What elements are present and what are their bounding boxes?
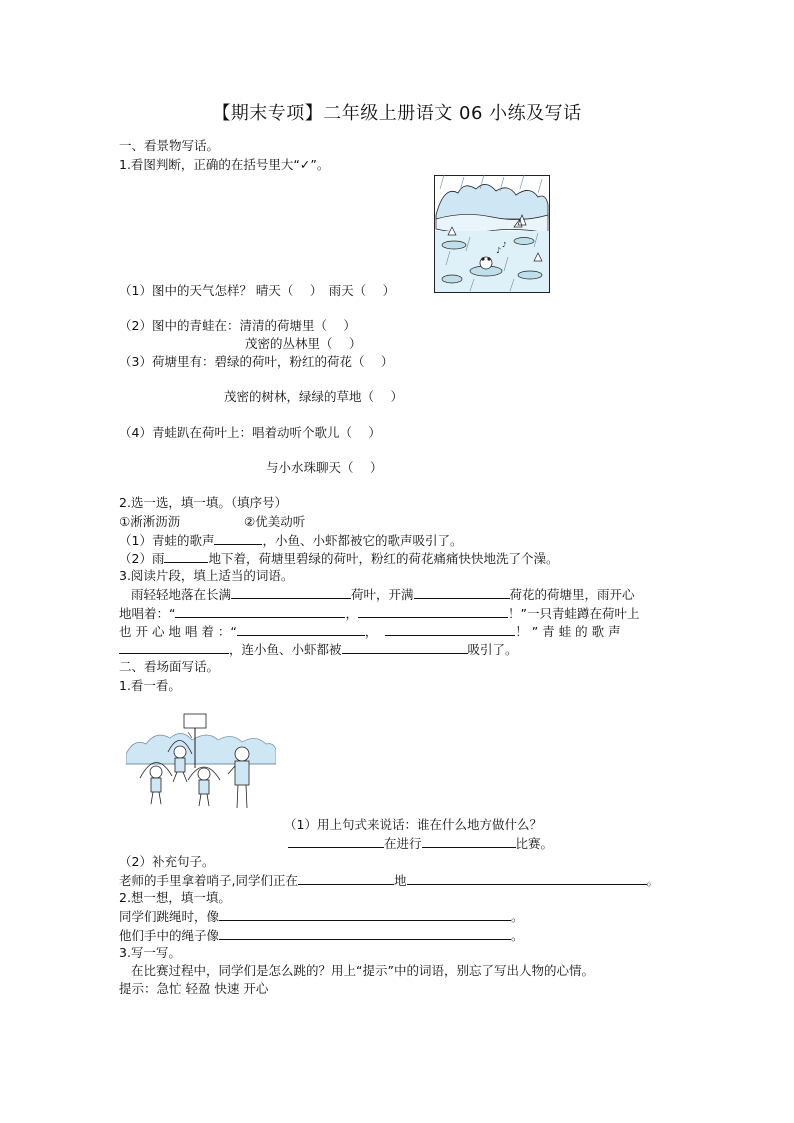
p2-q2-blank-2[interactable] xyxy=(219,927,511,940)
page-title: 【期末专项】二年级上册语文 06 小练及写话 xyxy=(212,103,582,124)
jump-rope-picture xyxy=(126,708,276,818)
q3-line-1 xyxy=(131,586,635,603)
p2-q2-blank-1[interactable] xyxy=(219,908,511,921)
q3-l2-a: 地唱着：“ xyxy=(119,606,176,621)
q3-l1-c: 荷花的荷塘里，雨开心 xyxy=(509,587,635,602)
q2-s2-part-b: 地下着，荷塘里碧绿的荷叶，粉红的荷花痛痛快快地洗了个澡。 xyxy=(208,551,559,566)
question-2-intro: 2.选一选，填一填。（填序号） xyxy=(119,495,288,510)
p2-q2-s1-text: 同学们跳绳时，像 xyxy=(119,909,220,924)
p2-q1-s2: （2）补充句子。 xyxy=(119,854,215,869)
q2-option-1: ①淅淅沥沥 xyxy=(119,514,181,529)
q2-s1-part-a: （1）青蛙的歌声 xyxy=(119,533,215,548)
p2-q2-s2-text: 他们手中的绳子像 xyxy=(119,928,220,943)
q2-sentence-2 xyxy=(119,550,558,567)
q3-blank-4[interactable] xyxy=(358,605,508,618)
q3-l4-a: ，连小鱼、小虾都被 xyxy=(229,642,342,657)
q3-line-2 xyxy=(119,605,639,622)
q3-blank-2[interactable] xyxy=(414,586,510,599)
p2-q3-prompt: 在比赛过程中，同学们是怎么跳的？用上“提示”中的词语，别忘了写出人物的心情。 xyxy=(131,963,594,978)
q1-item-1: （1）图中的天气怎样？ 晴天（ ） 雨天（ ） xyxy=(119,283,396,298)
q3-blank-7[interactable] xyxy=(119,641,229,654)
q1-item-2-option-b: 茂密的丛林里（ ） xyxy=(245,336,362,351)
q2-sentence-1 xyxy=(119,532,462,549)
p2-question-1-intro: 1.看一看。 xyxy=(119,678,181,693)
q3-blank-8[interactable] xyxy=(342,641,468,654)
p2-q1-mid: 在进行 xyxy=(384,836,422,851)
q3-l4-b: 吸引了。 xyxy=(467,642,518,657)
p2-q2-s2 xyxy=(119,927,524,944)
q3-l3-a: 也 开 心 地 唱 着 ：“ xyxy=(119,624,237,639)
question-3-intro: 3.阅读片段，填上适当的词语。 xyxy=(119,568,294,583)
p2-q1-s1: （1）用上句式来说话：谁在什么地方做什么？ xyxy=(284,817,542,832)
q3-blank-6[interactable] xyxy=(385,623,515,636)
p2-q1-s2-blank-2[interactable] xyxy=(407,872,647,885)
svg-text:♪: ♪ xyxy=(502,241,507,249)
question-1-intro: 1.看图判断，正确的在括号里大“✓”。 xyxy=(119,157,330,172)
q3-line-4 xyxy=(119,641,518,658)
section-heading-2: 二、看场面写话。 xyxy=(119,659,220,674)
p2-q1-blank-who[interactable] xyxy=(288,835,384,848)
q1-item-3: （3）荷塘里有：碧绿的荷叶，粉红的荷花（ ） xyxy=(119,354,394,369)
p2-q1-s1-blanks xyxy=(288,835,553,852)
q3-l2-c: ！”一只青蛙蹲在荷叶上 xyxy=(508,606,640,621)
q2-s2-blank[interactable] xyxy=(164,550,208,563)
p2-q1-s2-c: 。 xyxy=(646,873,660,888)
q3-blank-3[interactable] xyxy=(175,605,345,618)
q3-l3-c: ！ ” 青 蛙 的 歌 声 xyxy=(515,624,621,639)
p2-q2-s1 xyxy=(119,908,524,925)
q3-l3-b: ， xyxy=(364,624,378,639)
q1-item-2: （2）图中的青蛙在：清清的荷塘里（ ） xyxy=(119,318,356,333)
p2-q1-s2-a: 老师的手里拿着哨子,同学们正在 xyxy=(119,873,298,888)
p2-q1-s2-sentence xyxy=(119,872,659,889)
p2-q1-blank-what[interactable] xyxy=(422,835,516,848)
p2-q2-s2-end: 。 xyxy=(511,928,524,943)
q1-item-4-option-b: 与小水珠聊天（ ） xyxy=(266,460,383,475)
p2-question-2-intro: 2.想一想，填一填。 xyxy=(119,890,231,905)
q2-s1-part-b: ，小鱼、小虾都被它的歌声吸引了。 xyxy=(262,533,463,548)
q1-item-3-option-b: 茂密的树林，绿绿的草地（ ） xyxy=(224,389,403,404)
p2-q2-s1-end: 。 xyxy=(511,909,524,924)
q2-s2-part-a: （2）雨 xyxy=(119,551,165,566)
p2-q1-end: 比赛。 xyxy=(515,836,554,851)
q3-blank-1[interactable] xyxy=(231,586,351,599)
p2-q3-hint: 提示：急忙 轻盈 快速 开心 xyxy=(119,981,269,996)
q3-l1-a: 雨轻轻地落在长满 xyxy=(131,587,232,602)
q3-l2-b: ， xyxy=(345,606,358,621)
pond-rain-picture xyxy=(434,175,550,293)
q2-option-2: ②优美动听 xyxy=(244,514,306,529)
q1-item-4: （4）青蛙趴在荷叶上：唱着动听个歌儿（ ） xyxy=(119,425,381,440)
svg-text:♪: ♪ xyxy=(496,246,502,255)
p2-question-3-intro: 3.写一写。 xyxy=(119,945,181,960)
q3-blank-5[interactable] xyxy=(237,623,365,636)
q2-s1-blank[interactable] xyxy=(214,532,262,545)
p2-q1-s2-b: 地 xyxy=(393,873,407,888)
q3-l1-b: 荷叶，开满 xyxy=(351,587,414,602)
section-heading-1: 一、看景物写话。 xyxy=(119,138,220,153)
q3-line-3 xyxy=(119,623,621,640)
p2-q1-s2-blank-1[interactable] xyxy=(298,872,394,885)
